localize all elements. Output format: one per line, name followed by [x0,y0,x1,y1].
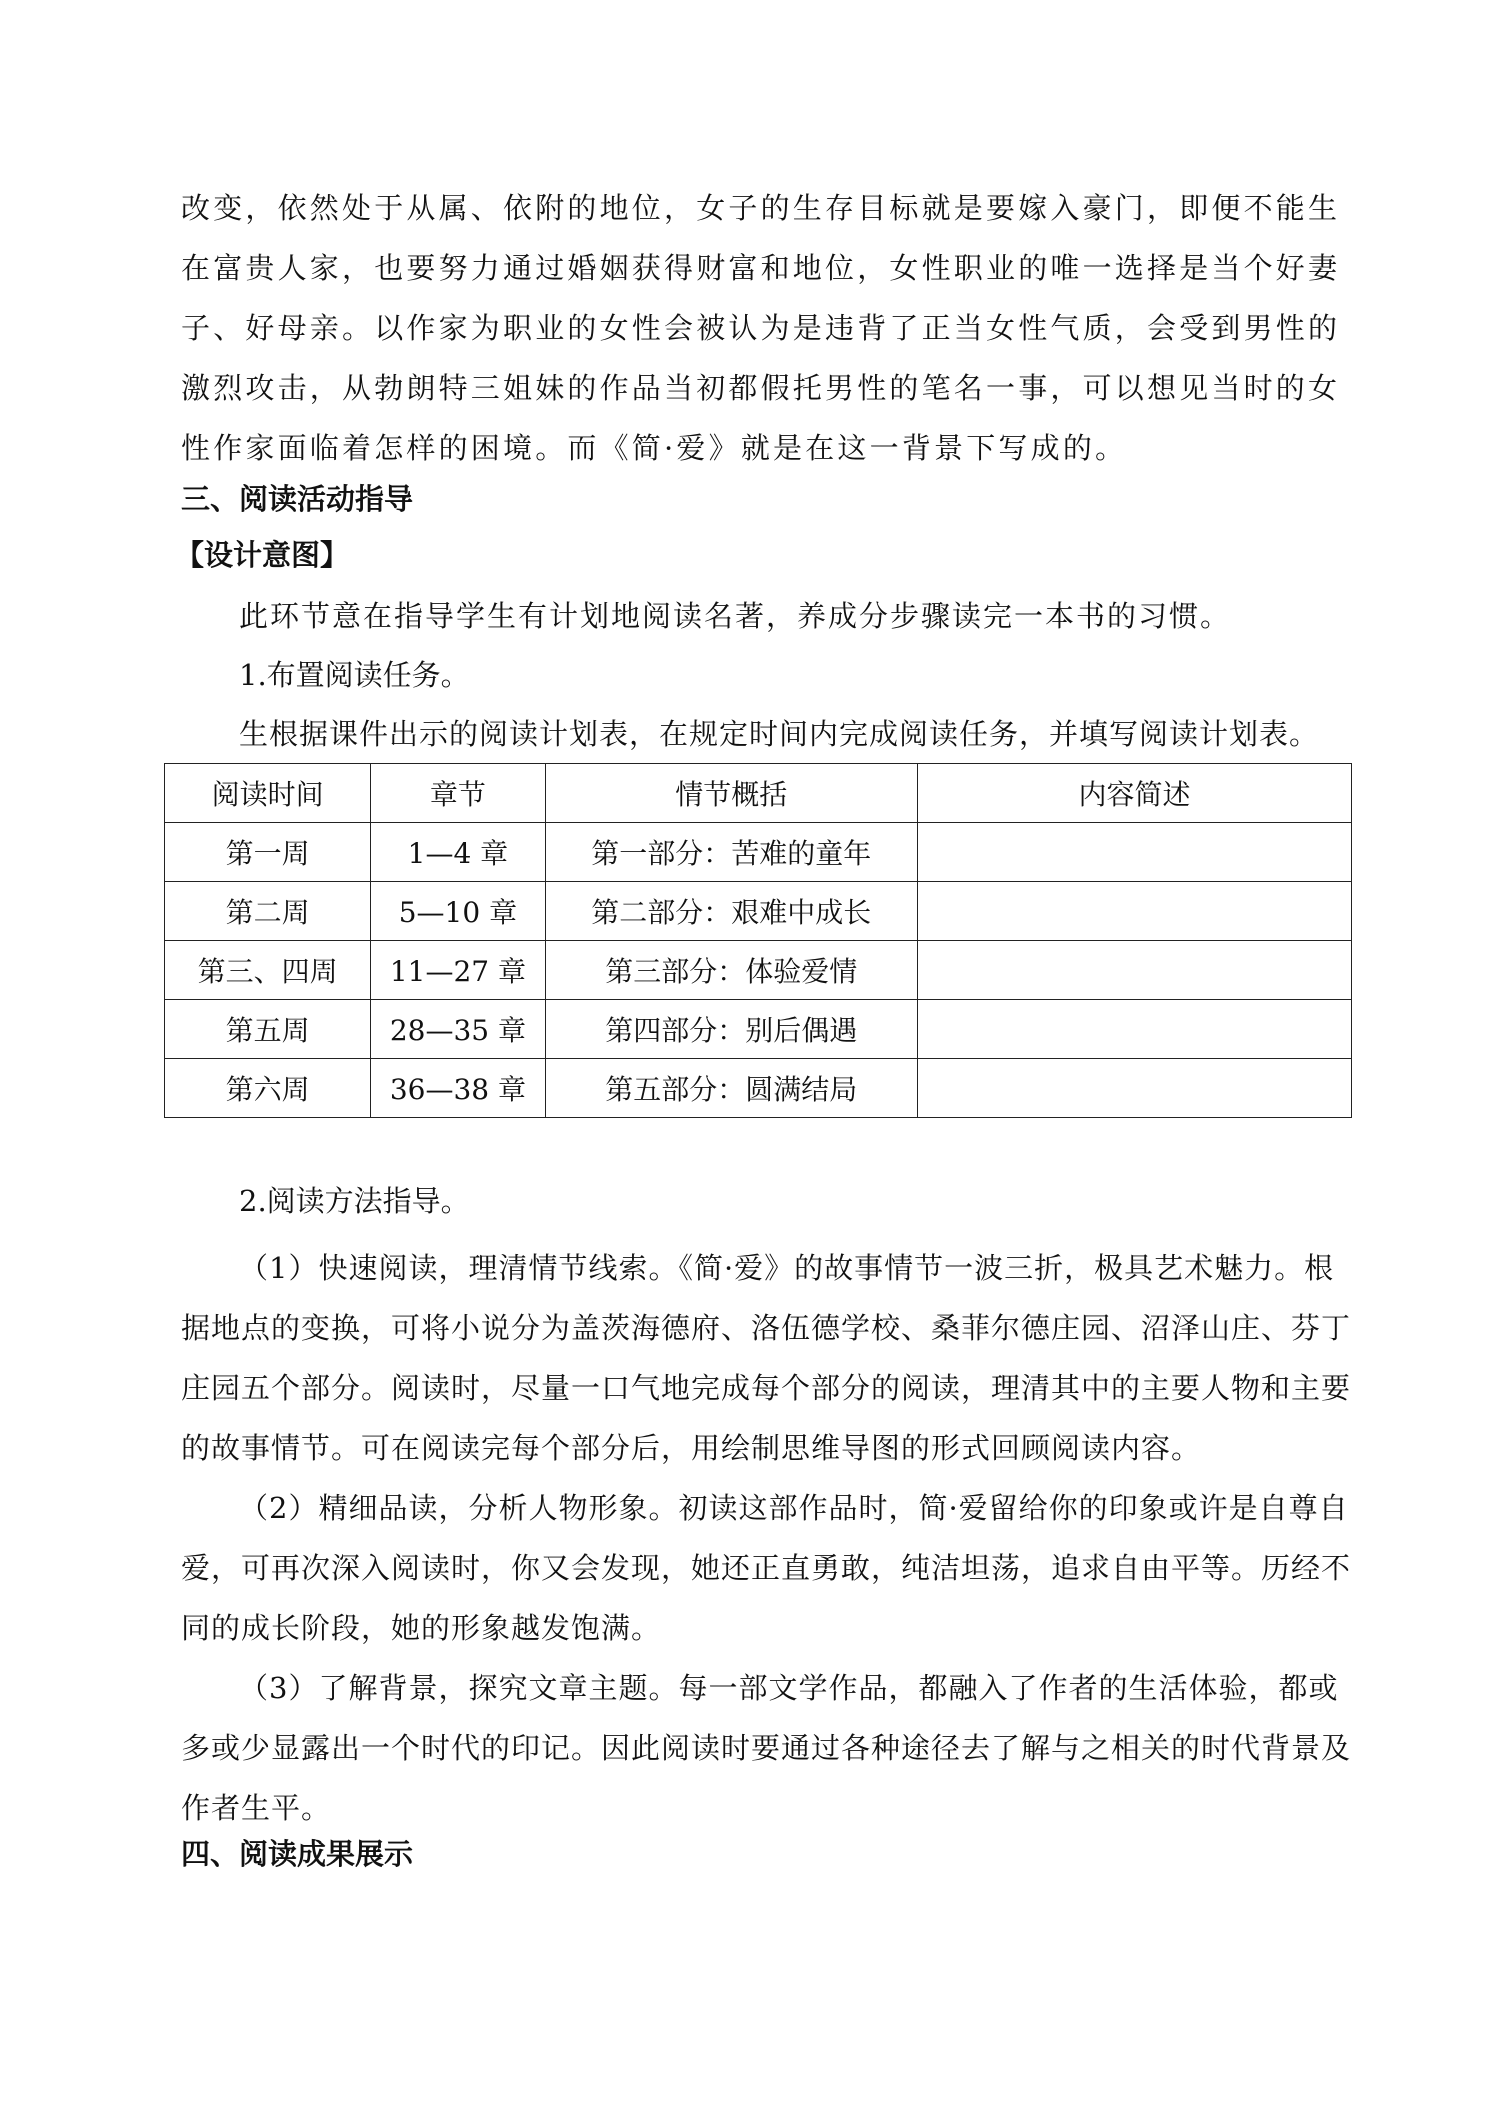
table-cell: 第四部分：别后偶遇 [545,1000,917,1059]
table-cell: 第二部分：艰难中成长 [545,882,917,941]
table-cell [917,823,1351,882]
table-cell: 第三部分：体验爱情 [545,941,917,1000]
table-row [165,1000,1352,1059]
section-heading-4: 四、阅读成果展示 [181,1837,414,1871]
table-cell: 1—4 章 [371,823,545,882]
table-header: 情节概括 [545,764,917,823]
method-paragraph-3: （3）了解背景，探究文章主题。每一部文学作品，都融入了作者的生活体验，都或多或少显露出一个时代的印记。因此阅读时要通过各种途径去了解与之相关的时代背景及作者生平。 [181,1671,1352,1825]
table-cell: 28—35 章 [371,1000,545,1059]
table-cell: 第五周 [165,1000,371,1059]
table-row [165,882,1352,941]
intro-paragraph: 改变，依然处于从属、依附的地位，女子的生存目标就是要嫁入豪门，即便不能生在富贵人家，也要努力通过婚姻获得财富和地位，女性职业的唯一选择是当个好妻子、好母亲。以作家为职业的女性会被认为是违背了正当女性气质，会受到男性的激烈攻击，从勃朗特三姐妹的作品当初都假托男性的笔名一事，可以想见当时的女性作家面临着怎样的困境。而《简·爱》就是在这一背景下写成的。 [181,191,1341,465]
table-cell: 第一周 [165,823,371,882]
method-label: 2.阅读方法指导。 [239,1184,470,1218]
method-paragraph-1: （1）快速阅读，理清情节线索。《简·爱》的故事情节一波三折，极具艺术魅力。根据地点的变换，可将小说分为盖茨海德府、洛伍德学校、桑菲尔德庄园、沼泽山庄、芬丁庄园五个部分。阅读时，尽量一口气地完成每个部分的阅读，理清其中的主要人物和主要的故事情节。可在阅读完每个部分后，用绘制思维导图的形式回顾阅读内容。 [181,1251,1352,1465]
task-label: 1.布置阅读任务。 [239,658,470,692]
table-cell: 36—38 章 [371,1059,545,1118]
table-cell [917,882,1351,941]
method-paragraph-2: （2）精细品读，分析人物形象。初读这部作品时，简·爱留给你的印象或许是自尊自爱，可再次深入阅读时，你又会发现，她还正直勇敢，纯洁坦荡，追求自由平等。历经不同的成长阶段，她的形象越发饱满。 [181,1491,1352,1645]
design-intent-label: 【设计意图】 [175,538,350,572]
table-cell [917,1000,1351,1059]
table-header: 内容简述 [917,764,1351,823]
table-row [165,823,1352,882]
students-instruction: 生根据课件出示的阅读计划表，在规定时间内完成阅读任务，并填写阅读计划表。 [239,717,1320,751]
reading-plan-table [164,763,1352,1118]
table-cell: 11—27 章 [371,941,545,1000]
table-header-row [165,764,1352,823]
table-cell: 第一部分：苦难的童年 [545,823,917,882]
table-header: 章节 [371,764,545,823]
table-row [165,941,1352,1000]
table-row [165,1059,1352,1118]
table-cell: 第二周 [165,882,371,941]
table-cell: 5—10 章 [371,882,545,941]
table-cell: 第三、四周 [165,941,371,1000]
design-intent-text: 此环节意在指导学生有计划地阅读名著，养成分步骤读完一本书的习惯。 [239,599,1232,633]
section-heading-3: 三、阅读活动指导 [181,482,414,516]
table-header: 阅读时间 [165,764,371,823]
table-cell [917,1059,1351,1118]
table-cell: 第六周 [165,1059,371,1118]
table-cell: 第五部分：圆满结局 [545,1059,917,1118]
table-cell [917,941,1351,1000]
